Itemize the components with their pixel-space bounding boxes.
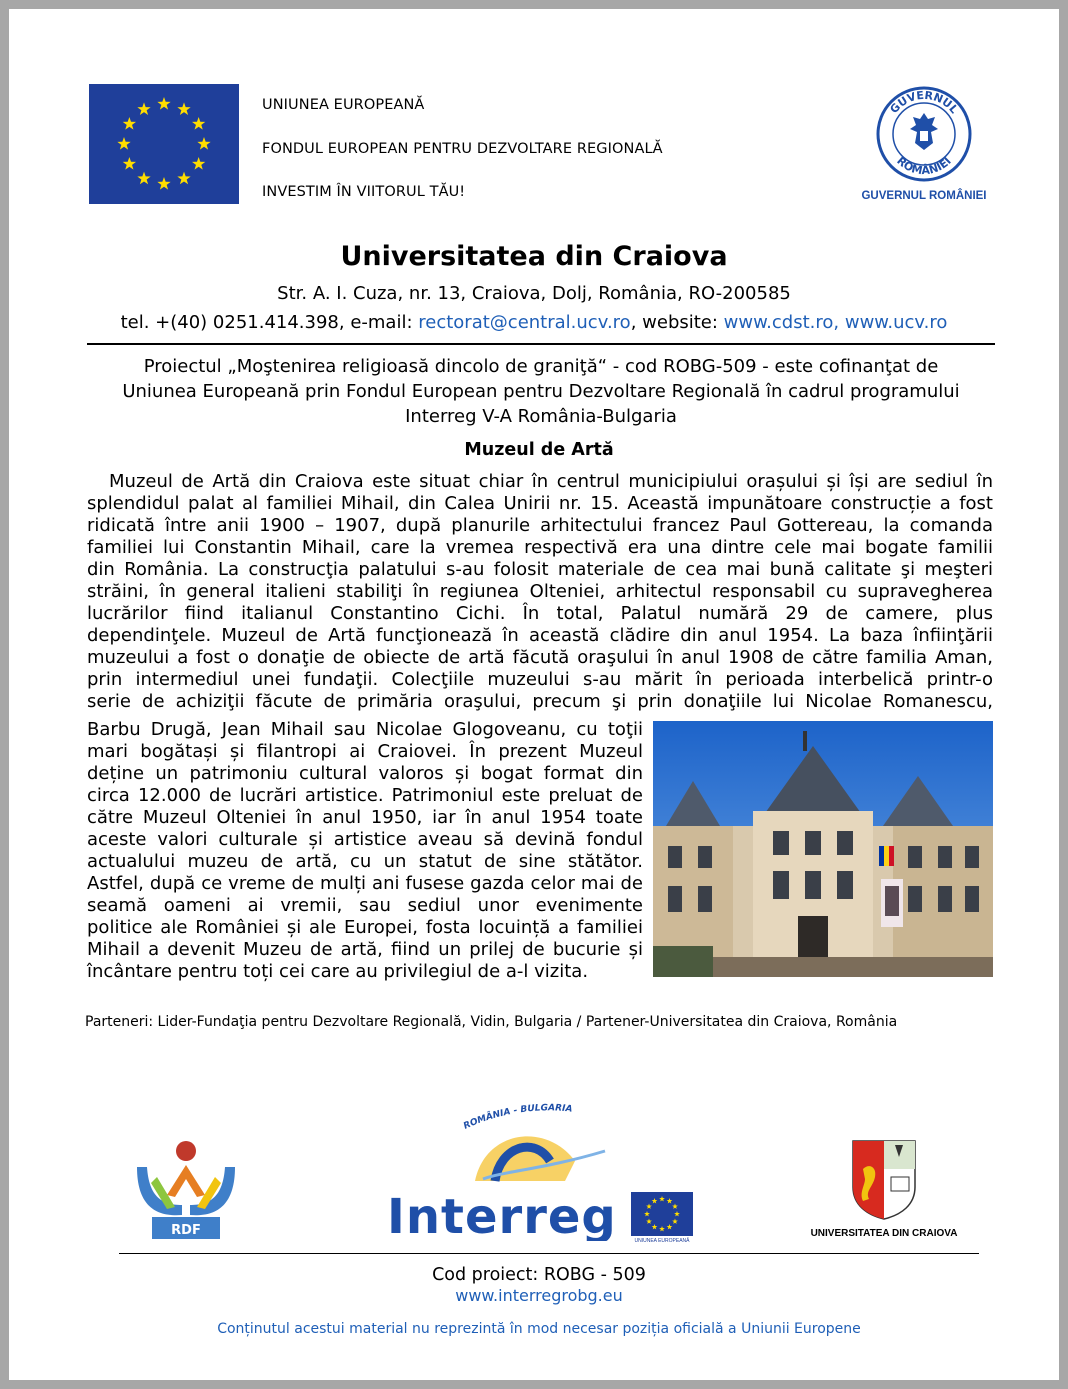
eu-star [192, 117, 205, 130]
article-line: deține un patrimoniu cultural valoros și bogat format din [87, 763, 643, 784]
government-caption: GUVERNUL ROMÂNIEI [861, 190, 987, 202]
article-line: politice ale României și ale Europei, fosta locuință a familiei [87, 917, 643, 938]
eu-star [137, 102, 150, 115]
rdf-logo-icon [127, 1137, 245, 1241]
article-line: către Muzeul Olteniei în anul 1950, iar în anul 1954 toate [87, 807, 643, 828]
article-line: familiei lui Constantin Mihail, care la vremea respectivă era una dintre cele mai bogate familii [87, 537, 993, 558]
rdf-label: RDF [171, 1223, 201, 1238]
government-seal-icon [875, 85, 973, 183]
eu-star [652, 1198, 658, 1203]
article-line: din România. La construcţia palatului s-au folosit materiale de cea mai bună calitate şi meşteri [87, 559, 993, 580]
eu-star [192, 157, 205, 170]
eu-star [177, 102, 190, 115]
article-line: Muzeul de Artă din Craiova este situat chiar în centrul municipiului orașului și își are sediul în [109, 471, 993, 492]
article-line: Astfel, după ce vreme de mulți ani fusese gazda celor mai de [87, 873, 643, 894]
disclaimer-text: Conținutul acestui material nu reprezintă în mod necesar poziția oficială a Uniunii Europene [217, 1321, 861, 1337]
ucv-crest [851, 1139, 917, 1221]
article-line: serie de achiziţii făcute de primăria oraşului, precum şi prin donaţiile lui Nicolae Romanescu, [87, 691, 993, 712]
header-divider [87, 343, 995, 345]
eu-stars-icon [89, 84, 239, 204]
eu-star [672, 1204, 678, 1209]
eu-star [672, 1219, 678, 1224]
article-line: dependinţele. Muzeul de Artă funcţionează în această clădire din anul 1954. La baza înfiinţării [87, 625, 993, 646]
interreg-wordmark: Interreg [387, 1189, 617, 1241]
museum-photo [653, 721, 993, 977]
article-line: muzeului a fost o donaţie de obiecte de artă făcută oraşului în anul 1908 de către familia Aman, [87, 647, 993, 668]
article-body-continued [87, 719, 643, 983]
partners-text: Parteneri: Lider-Fundaţia pentru Dezvoltare Regională, Vidin, Bulgaria / Partener-Universitatea din Craiova, România [85, 1014, 898, 1030]
article-line: ridicată între anii 1900 – 1907, după planurile arhitectului francez Paul Gottereau, la comanda [87, 515, 993, 536]
project-code: Cod proiect: ROBG - 509 [432, 1265, 646, 1285]
eu-star [667, 1224, 673, 1229]
tel-text: tel. +(40) 0251.414.398, e-mail: [120, 312, 419, 333]
article-line: circa 12.000 de lucrări artistice. Patrimoniul este preluat de [87, 785, 643, 806]
university-contact [9, 312, 1059, 333]
eu-star [157, 177, 170, 190]
government-seal [875, 85, 973, 183]
eu-star [646, 1219, 652, 1224]
interreg-arc-text: ROMÂNIA - BULGARIA [462, 1103, 573, 1132]
eu-star [177, 172, 190, 185]
seal-top-text: GUVERNUL [887, 88, 961, 116]
article-line: mari bogătași și filantropi ai Craiovei. În prezent Muzeul [87, 741, 643, 762]
eu-line-1: UNIUNEA EUROPEANĂ [262, 97, 425, 113]
eu-star [197, 137, 210, 150]
rdf-logo [127, 1137, 245, 1241]
eu-star [644, 1211, 650, 1216]
ucv-crest-icon [851, 1139, 917, 1221]
university-name: Universitatea din Craiova [340, 241, 728, 272]
project-statement [69, 354, 1013, 429]
article-line: seamă oameni ai vremii, sau sediul unor evenimente [87, 895, 643, 916]
eu-small-caption: UNIUNEA EUROPEANĂ [634, 1238, 690, 1244]
footer-divider [119, 1253, 979, 1254]
eu-line-2: FONDUL EUROPEAN PENTRU DEZVOLTARE REGIONALĂ [262, 140, 663, 157]
eu-star [659, 1196, 665, 1201]
article-line: prin intermediul unei fundaţii. Colecţiile muzeului s-au mărit în perioada interbelică printr-o [87, 669, 993, 690]
eu-line-3: INVESTIM ÎN VIITORUL TĂU! [262, 184, 466, 200]
eu-star [659, 1226, 665, 1231]
article-line: actualului muzeu de artă, cu un statut de sine stătător. [87, 851, 643, 872]
museum-building-image [653, 721, 993, 977]
eu-star [137, 172, 150, 185]
eu-star [117, 137, 130, 150]
article-line: splendidul palat al familiei Mihail, din Calea Unirii nr. 15. Această impunătoare construcție a fost [87, 493, 993, 514]
ucv-caption: UNIVERSITATEA DIN CRAIOVA [810, 1228, 958, 1239]
eu-star [652, 1224, 658, 1229]
website-label: , website: [630, 312, 724, 333]
eu-star [646, 1204, 652, 1209]
article-heading: Muzeul de Artă [464, 440, 614, 460]
article-line: străini, în general italieni stabiliţi în regiunea Olteniei, arhitectul responsabil cu supravegherea [87, 581, 993, 602]
eu-star [123, 117, 136, 130]
svg-text:ROMÂNIA - BULGARIA [462, 1103, 573, 1131]
website-links[interactable]: www.cdst.ro, www.ucv.ro [723, 312, 948, 333]
eu-flag [89, 84, 239, 204]
article-line: Mihail a devenit Muzeu de artă, fiind un prilej de bucurie și [87, 939, 643, 960]
interreg-website-link[interactable]: www.interregrobg.eu [455, 1286, 623, 1305]
article-body [87, 471, 993, 713]
project-line-3: Interreg V-A România-Bulgaria [405, 406, 677, 427]
project-line-1: Proiectul „Moştenirea religioasă dincolo de graniţă“ - cod ROBG-509 - este cofinanţat de [143, 356, 939, 377]
eu-star [667, 1198, 673, 1203]
email-link[interactable]: rectorat@central.ucv.ro [418, 312, 631, 333]
eu-star [157, 97, 170, 110]
article-line: încântare pentru toți cei care au privilegiul de a-l vizita. [87, 961, 589, 982]
interreg-logo [385, 1101, 625, 1241]
eu-star [674, 1211, 680, 1216]
project-line-2: Uniunea Europeană prin Fondul European pentru Dezvoltare Regională în cadrul programului [122, 381, 960, 402]
article-line: Barbu Drugă, Jean Mihail sau Nicolae Glogoveanu, cu toţii [87, 719, 643, 740]
article-line: lucrărilor fiind italianul Constantino Cichi. În total, Palatul numără 29 de camere, plus [87, 603, 993, 624]
eu-star [123, 157, 136, 170]
interreg-logo-icon [385, 1101, 625, 1241]
eu-text-block [262, 98, 663, 200]
seal-bottom-text: ROMÂNIEI [894, 154, 954, 178]
eu-flag-small [631, 1192, 693, 1236]
article-line: aceste valori culturale și artistice aveau să devină fondul [87, 829, 643, 850]
eu-stars-small-icon [631, 1192, 693, 1236]
university-address: Str. A. I. Cuza, nr. 13, Craiova, Dolj, România, RO-200585 [277, 283, 791, 304]
